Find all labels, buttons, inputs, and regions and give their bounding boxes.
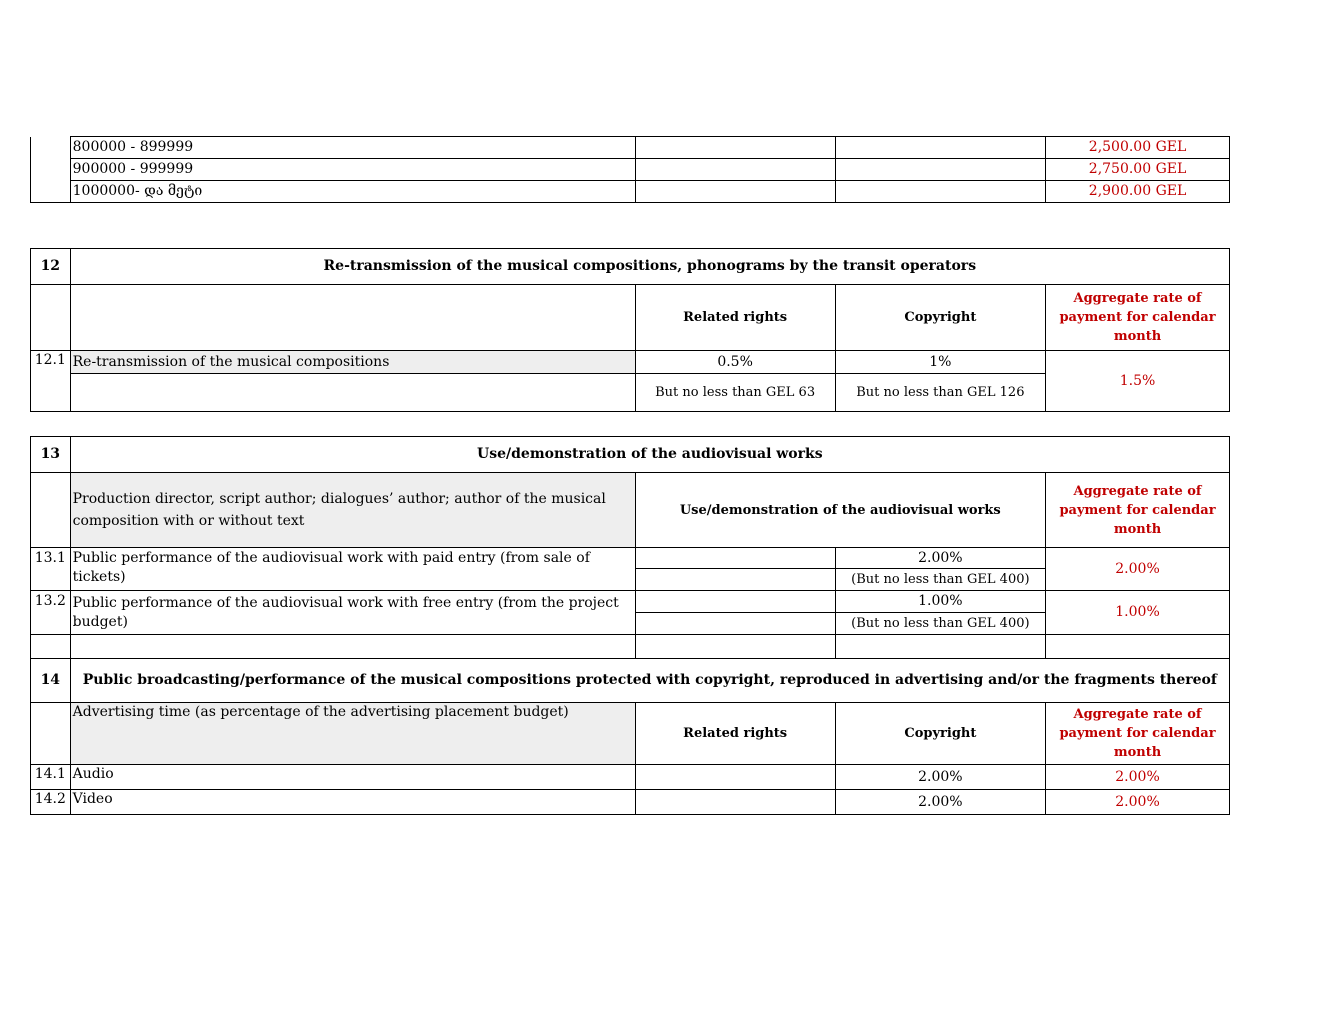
row-number: 14.2 (31, 790, 71, 815)
tariff-range-table (30, 136, 1230, 203)
table-row (31, 591, 1230, 613)
related-minimum: But no less than GEL 63 (635, 374, 835, 412)
col-related-rights: Related rights (635, 285, 835, 351)
section-13-14-table (30, 436, 1230, 815)
row-number: 13.2 (31, 591, 71, 635)
rate: 2.00% (835, 548, 1045, 569)
row-label: Public performance of the audiovisual work with paid entry (from sale of tickets) (70, 548, 635, 591)
range-cell: 1000000- და მეტი (70, 181, 635, 203)
minimum: (But no less than GEL 400) (835, 613, 1045, 635)
header-label: Advertising time (as percentage of the advertising placement budget) (70, 703, 635, 765)
copyright-rate: 1% (835, 351, 1045, 374)
table-row (31, 137, 1230, 159)
row-number: 12.1 (31, 351, 71, 374)
row-label: Re-transmission of the musical compositions (70, 351, 635, 374)
row-number: 13.1 (31, 548, 71, 591)
aggregate-rate: 1.5% (1046, 351, 1230, 412)
copyright-minimum: But no less than GEL 126 (835, 374, 1045, 412)
aggregate-cell: 2,750.00 GEL (1046, 159, 1230, 181)
rate: 1.00% (835, 591, 1045, 613)
table-row (31, 790, 1230, 815)
row-label: Audio (70, 765, 635, 790)
row-label: Public performance of the audiovisual work with free entry (from the project budget) (70, 591, 635, 635)
aggregate-rate: 2.00% (1046, 765, 1230, 790)
table-row (31, 181, 1230, 203)
range-cell: 900000 - 999999 (70, 159, 635, 181)
minimum: (But no less than GEL 400) (835, 569, 1045, 591)
col-aggregate: Aggregate rate of payment for calendar month (1046, 285, 1230, 351)
section-12-table (30, 248, 1230, 412)
range-cell: 800000 - 899999 (70, 137, 635, 159)
aggregate-cell: 2,900.00 GEL (1046, 181, 1230, 203)
row-number: 14.1 (31, 765, 71, 790)
col-copyright: Copyright (835, 703, 1045, 765)
section-title: Re-transmission of the musical compositions, phonograms by the transit operators (70, 249, 1229, 285)
col-related-rights: Related rights (635, 703, 835, 765)
section-number: 12 (31, 249, 71, 285)
col-copyright: Copyright (835, 285, 1045, 351)
col-aggregate: Aggregate rate of payment for calendar month (1046, 703, 1230, 765)
copyright-rate: 2.00% (835, 765, 1045, 790)
col-aggregate: Aggregate rate of payment for calendar month (1046, 473, 1230, 548)
table-row (31, 548, 1230, 569)
aggregate-cell: 2,500.00 GEL (1046, 137, 1230, 159)
related-rate: 0.5% (635, 351, 835, 374)
section-title: Public broadcasting/performance of the musical compositions protected with copyright, reproduced in advertising and/or the fragments thereof (70, 659, 1229, 703)
aggregate-rate: 2.00% (1046, 790, 1230, 815)
row-label: Video (70, 790, 635, 815)
section-title: Use/demonstration of the audiovisual works (70, 437, 1229, 473)
section-number: 14 (31, 659, 71, 703)
table-row (31, 765, 1230, 790)
col-use-demonstration: Use/demonstration of the audiovisual works (635, 473, 1045, 548)
copyright-rate: 2.00% (835, 790, 1045, 815)
section-number: 13 (31, 437, 71, 473)
aggregate-rate: 1.00% (1046, 591, 1230, 635)
table-row (31, 159, 1230, 181)
header-label: Production director, script author; dialogues’ author; author of the musical composition with or without text (70, 473, 635, 548)
aggregate-rate: 2.00% (1046, 548, 1230, 591)
